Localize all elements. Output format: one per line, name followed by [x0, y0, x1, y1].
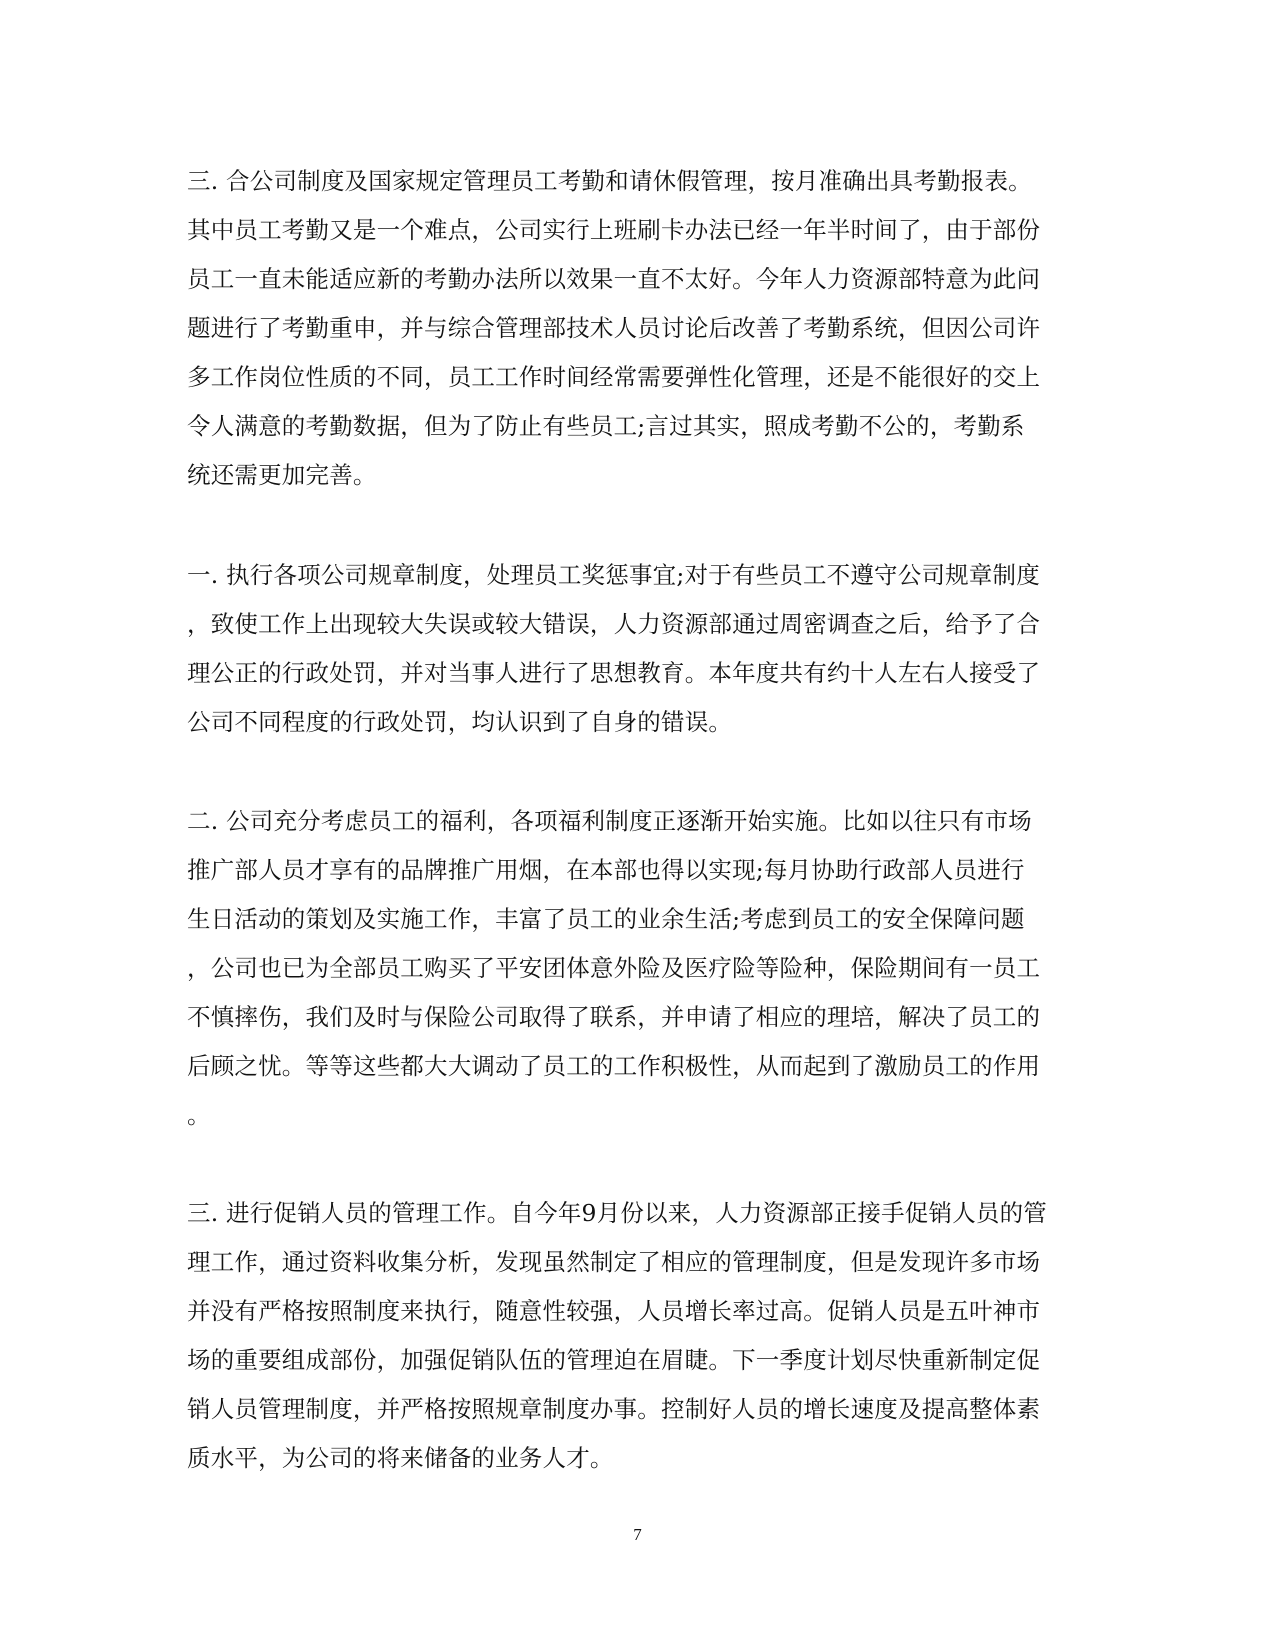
text-line: 多工作岗位性质的不同，员工工作时间经常需要弹性化管理，还是不能很好的交上: [187, 363, 1041, 391]
paragraph-welfare: [187, 797, 1087, 1140]
paragraph-attendance: [187, 157, 1087, 500]
text-line: ，公司也已为全部员工购买了平安团体意外险及医疗险等险种，保险期间有一员工: [187, 954, 1041, 982]
text-line: 其中员工考勤又是一个难点，公司实行上班刷卡办法已经一年半时间了，由于部份: [187, 216, 1041, 244]
text-line: 令人满意的考勤数据，但为了防止有些员工;言过其实，照成考勤不公的，考勤系: [187, 412, 1025, 440]
text-line: 理工作，通过资料收集分析，发现虽然制定了相应的管理制度，但是发现许多市场: [187, 1248, 1041, 1276]
text-line: 理公正的行政处罚，并对当事人进行了思想教育。本年度共有约十人左右人接受了: [187, 659, 1041, 687]
text-line: 三. 进行促销人员的管理工作。自今年9月份以来，人力资源部正接手促销人员的管: [187, 1199, 1047, 1227]
text-line: 二. 公司充分考虑员工的福利，各项福利制度正逐渐开始实施。比如以往只有市场: [187, 807, 1032, 835]
text-line: 推广部人员才享有的品牌推广用烟，在本部也得以实现;每月协助行政部人员进行: [187, 856, 1025, 884]
text-line: 场的重要组成部份，加强促销队伍的管理迫在眉睫。下一季度计划尽快重新制定促: [187, 1346, 1041, 1374]
text-line: 题进行了考勤重申，并与综合管理部技术人员讨论后改善了考勤系统，但因公司许: [187, 314, 1041, 342]
text-line: 一. 执行各项公司规章制度，处理员工奖惩事宜;对于有些员工不遵守公司规章制度: [187, 561, 1040, 589]
text-line: 销人员管理制度，并严格按照规章制度办事。控制好人员的增长速度及提高整体素: [187, 1395, 1041, 1423]
text-line: 后顾之忧。等等这些都大大调动了员工的工作积极性，从而起到了激励员工的作用: [187, 1052, 1041, 1080]
text-line: 质水平，为公司的将来储备的业务人才。: [187, 1444, 614, 1472]
text-line: 员工一直未能适应新的考勤办法所以效果一直不太好。今年人力资源部特意为此问: [187, 265, 1041, 293]
paragraph-rules: [187, 551, 1087, 747]
text-line: 三. 合公司制度及国家规定管理员工考勤和请休假管理，按月准确出具考勤报表。: [187, 167, 1032, 195]
text-line: 生日活动的策划及实施工作，丰富了员工的业余生活;考虑到员工的安全保障问题: [187, 905, 1025, 933]
text-line: 公司不同程度的行政处罚，均认识到了自身的错误。: [187, 708, 733, 736]
page-number: 7: [633, 1525, 642, 1544]
paragraph-promotion-staff: [187, 1189, 1087, 1483]
text-line: 。: [187, 1101, 211, 1129]
text-line: 统还需更加完善。: [187, 461, 377, 489]
text-line: 不慎摔伤，我们及时与保险公司取得了联系，并申请了相应的理培，解决了员工的: [187, 1003, 1041, 1031]
text-line: ，致使工作上出现较大失误或较大错误，人力资源部通过周密调查之后，给予了合: [187, 610, 1041, 638]
text-line: 并没有严格按照制度来执行，随意性较强，人员增长率过高。促销人员是五叶神市: [187, 1297, 1041, 1325]
